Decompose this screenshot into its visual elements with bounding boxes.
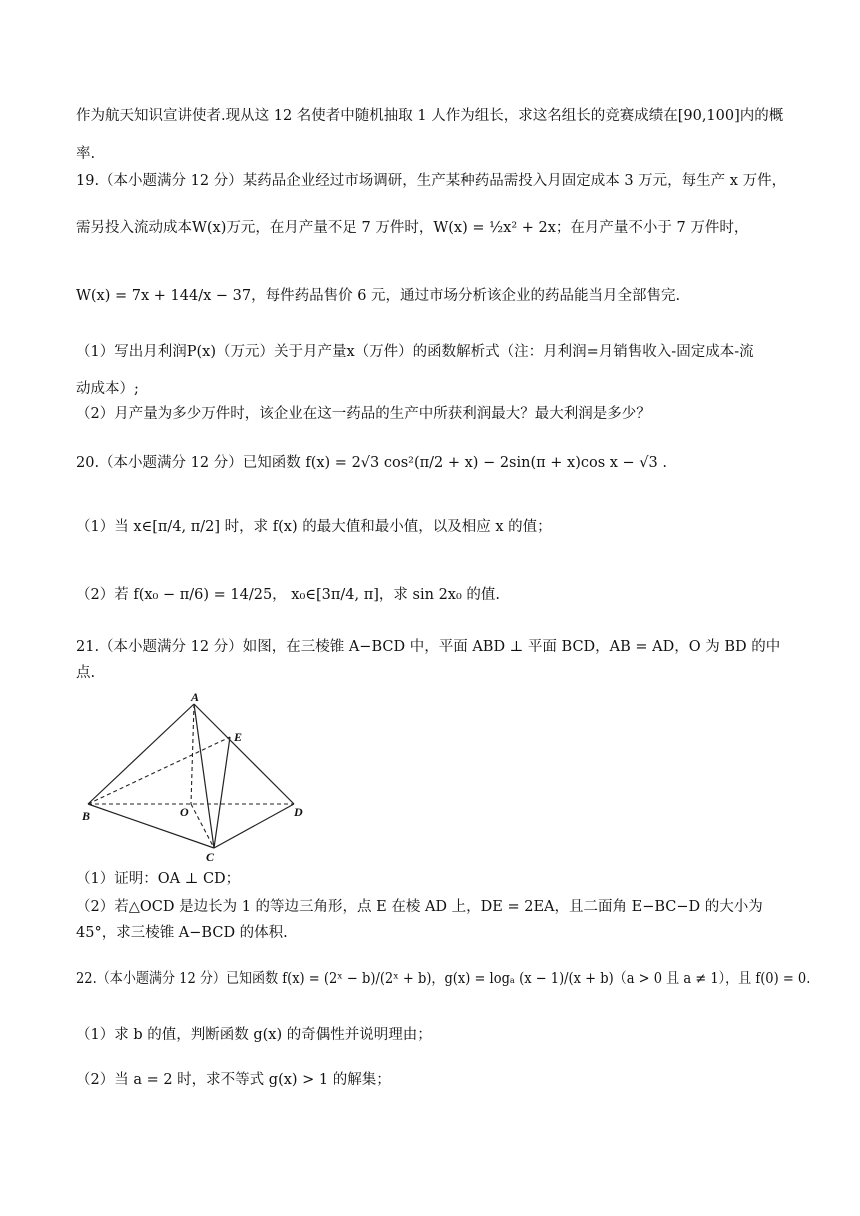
q20-part2: （2）若 f(x₀ − π/6) = 14/25， x₀∈[3π/4, π]，求 sin 2x₀ 的值.: [76, 587, 500, 603]
q21-line2: 点.: [76, 665, 96, 681]
q22-part1: （1）求 b 的值，判断函数 g(x) 的奇偶性并说明理由；: [76, 1027, 432, 1043]
q20-line1: 20.（本小题满分 12 分）已知函数 f(x) = 2√3 cos²(π/2 + x) − 2sin(π + x)cos x − √3 .: [76, 455, 667, 471]
q18-line2: 率.: [76, 146, 96, 162]
q21-line1: 21.（本小题满分 12 分）如图，在三棱锥 A−BCD 中，平面 ABD ⊥ 平面 BCD，AB = AD，O 为 BD 的中: [76, 639, 781, 655]
edge-BE: [88, 737, 230, 804]
edge-BC: [88, 804, 214, 848]
label-D: D: [294, 805, 303, 819]
q19-line1: 19.（本小题满分 12 分）某药品企业经过市场调研，生产某种药品需投入月固定成本 3 万元，每生产 x 万件，: [76, 173, 787, 189]
q19-part1-line1: （1）写出月利润P(x)（万元）关于月产量x（万件）的函数解析式（注：月利润=月销售收入-固定成本-流: [76, 344, 754, 360]
edge-AC: [194, 704, 214, 848]
q19-part2: （2）月产量为多少万件时，该企业在这一药品的生产中所获利润最大？最大利润是多少？: [76, 406, 651, 422]
edge-AD: [194, 704, 294, 804]
q21-part2-line2: 45°，求三棱锥 A−BCD 的体积.: [76, 925, 288, 941]
edge-AB: [88, 704, 194, 804]
label-O: O: [180, 805, 189, 819]
q20-part1: （1）当 x∈[π/4, π/2] 时，求 f(x) 的最大值和最小值，以及相应 x 的值；: [76, 519, 552, 535]
q22-part2: （2）当 a = 2 时，求不等式 g(x) > 1 的解集；: [76, 1072, 391, 1088]
edge-AO: [191, 704, 194, 804]
q21-part1: （1）证明：OA ⊥ CD；: [76, 871, 241, 887]
edge-CD: [214, 804, 294, 848]
pyramid-figure: [76, 686, 316, 864]
q21-part2-line1: （2）若△OCD 是边长为 1 的等边三角形，点 E 在棱 AD 上，DE = 2EA，且二面角 E−BC−D 的大小为: [76, 899, 763, 915]
q19-part1-line2: 动成本）;: [76, 381, 139, 397]
label-C: C: [206, 850, 215, 864]
edge-CE: [214, 737, 230, 848]
q22-line1: 22.（本小题满分 12 分）已知函数 f(x) = (2ˣ − b)/(2ˣ + b)，g(x) = logₐ (x − 1)/(x + b)（a > 0 且 a ≠ 1），且 f(0) = 0.: [76, 971, 811, 987]
label-A: A: [191, 690, 200, 704]
q19-line2: 需另投入流动成本W(x)万元，在月产量不足 7 万件时，W(x) = ½x² + 2x；在月产量不小于 7 万件时，: [76, 220, 749, 236]
label-B: B: [82, 809, 91, 823]
q18-line1: 作为航天知识宣讲使者.现从这 12 名使者中随机抽取 1 人作为组长，求这名组长的竞赛成绩在[90,100]内的概: [76, 108, 784, 124]
label-E: E: [234, 730, 243, 744]
q19-line3: W(x) = 7x + 144/x − 37，每件药品售价 6 元，通过市场分析该企业的药品能当月全部售完.: [76, 288, 681, 304]
